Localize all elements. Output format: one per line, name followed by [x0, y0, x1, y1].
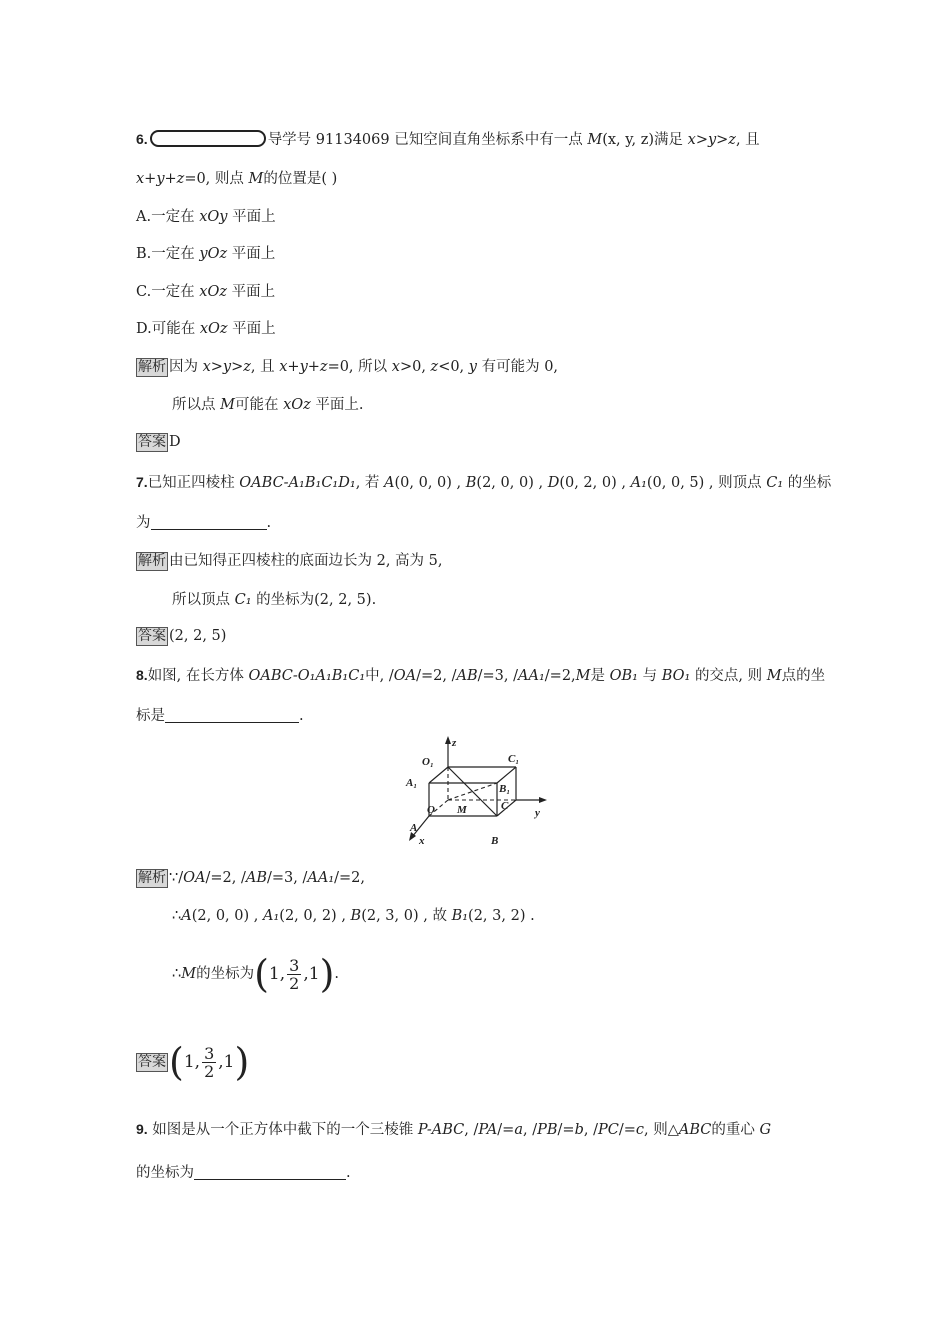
q8-number: 8. — [136, 667, 148, 683]
answer-value: (2, 2, 5) — [169, 628, 227, 644]
analysis-tag: 解析 — [138, 359, 166, 375]
q7-analysis: 解析 由已知得正四棱柱的底面边长为 2, 高为 5, — [138, 553, 443, 569]
label-x: x — [419, 835, 425, 847]
q7-analysis-line2: 所以顶点 C₁ 的坐标为(2, 2, 5). — [172, 592, 377, 608]
q8-analysis: 解析 ∵/OA/=2, /AB/=3, /AA₁/=2, — [138, 870, 366, 886]
label-m: M — [457, 804, 467, 816]
q7-answer — [136, 626, 226, 646]
q6-answer — [136, 432, 181, 452]
answer-value: D — [169, 434, 181, 450]
q6-option-a: A.一定在 xOy 平面上 — [136, 209, 276, 225]
answer-blank — [151, 515, 267, 530]
label-c1: C₁ — [508, 753, 520, 765]
q6-line2: x+y+z=0, 则点 M的位置是( ) — [136, 171, 338, 187]
q6-option-c: C.一定在 xOz 平面上 — [136, 284, 276, 300]
diag-o1b — [448, 767, 497, 816]
answer-tag: 答案 — [138, 1054, 166, 1070]
q8-line1: 8.如图, 在长方体 OABC-O₁A₁B₁C₁中, /OA/=2, /AB/=3, /AA₁/=2,M是 OB₁ 与 BO₁ 的交点, 则 M点的坐 — [136, 667, 826, 684]
edge-a1o1 — [429, 767, 448, 783]
cuboid-figure — [396, 732, 552, 850]
pill-badge-icon — [150, 130, 266, 147]
q6-line1: 6. 导学号 91134069 已知空间直角坐标系中有一点 M(x, y, z)满足 x>y>z, 且 — [136, 131, 760, 148]
q7-number: 7. — [136, 474, 148, 490]
label-o1: O₁ — [422, 756, 434, 768]
q7-line2: 为 . — [136, 515, 272, 531]
label-b1: B₁ — [499, 783, 511, 795]
label-c: C — [501, 800, 509, 812]
label-a: A — [410, 822, 418, 834]
analysis-tag: 解析 — [138, 870, 166, 886]
analysis-tag: 解析 — [138, 553, 166, 569]
fraction: $\frac{3}{2}$ — [289, 955, 300, 993]
label-y: y — [535, 807, 540, 819]
q6-option-d: D.可能在 xOz 平面上 — [136, 321, 276, 337]
q7-line1: 7.已知正四棱柱 OABC-A₁B₁C₁D₁, 若 A(0, 0, 0) , B(2, 0, 0) , D(0, 2, 0) , A₁(0, 0, 5) , 则顶点 C₁ 的坐标 — [136, 474, 832, 491]
q6-analysis-line2: 所以点 M可能在 xOz 平面上. — [172, 397, 364, 413]
y-arrow-icon — [539, 797, 547, 803]
answer-tag: 答案 — [138, 434, 166, 450]
edge-b1c1 — [497, 767, 516, 783]
q6-option-b: B.一定在 yOz 平面上 — [136, 246, 276, 262]
q6-number: 6. — [136, 131, 148, 147]
q6-analysis: 解析 因为 x>y>z, 且 x+y+z=0, 所以 x>0, z<0, y 有可能为 0, — [138, 359, 559, 375]
answer-blank — [194, 1165, 346, 1180]
q9-line1: 9. 如图是从一个正方体中截下的一个三棱锥 P-ABC, /PA/=a, /PB/=b, /PC/=c, 则△ABC的重心 G — [136, 1121, 772, 1138]
label-z: z — [452, 737, 457, 749]
label-b: B — [491, 835, 499, 847]
label-o: O — [427, 804, 435, 816]
q8-analysis-line3: ∴M的坐标为(1, $\frac{3}{2}$ ,1). — [172, 952, 340, 996]
q9-line2: 的坐标为 . — [136, 1165, 351, 1181]
q8-line2: 标是 . — [136, 708, 304, 724]
fraction: $\frac{3}{2}$ — [204, 1043, 215, 1081]
label-a1: A₁ — [406, 777, 418, 789]
q9-number: 9. — [136, 1121, 148, 1137]
q8-answer: 答案(1, $\frac{3}{2}$ ,1) — [138, 1040, 250, 1084]
q8-analysis-line2: ∴A(2, 0, 0) , A₁(2, 0, 2) , B(2, 3, 0) , 故 B₁(2, 3, 2) . — [172, 908, 535, 924]
answer-blank — [165, 708, 299, 723]
answer-tag: 答案 — [138, 628, 166, 644]
z-arrow-icon — [445, 736, 451, 744]
